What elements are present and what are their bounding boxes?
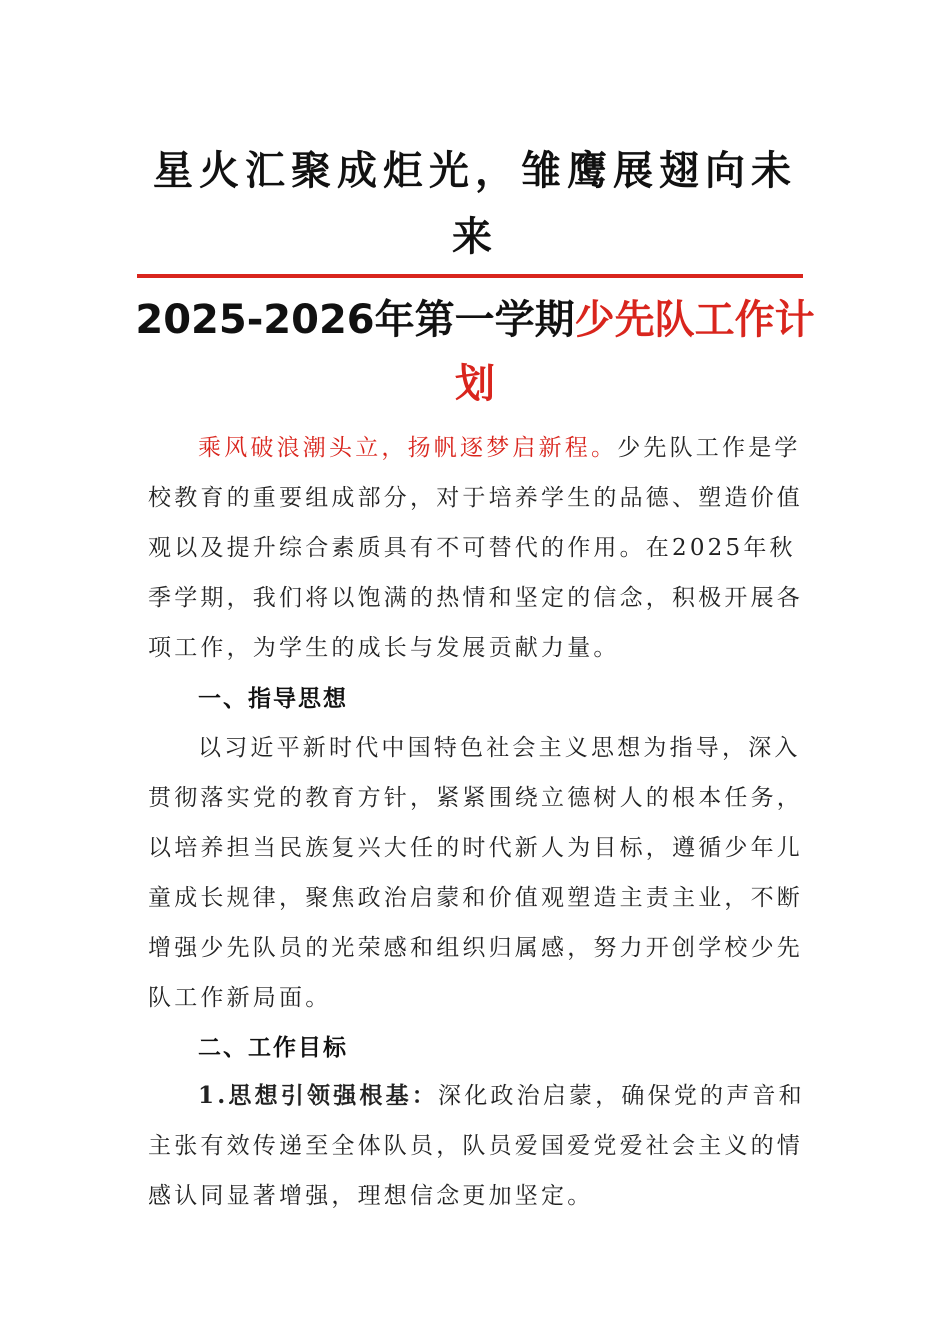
intro-lead: 乘风破浪潮头立，扬帆逐梦启新程。 [198,435,618,461]
intro-text: 少先队工作是学校教育的重要组成部分，对于培养学生的品德、塑造价值观以及提升综合素质具有不可替代的作用。在2025年秋季学期，我们将以饱满的热情和坚定的信念，积极开展各项工作，为学生的成长与发展贡献力量。 [148,435,803,661]
subtitle-term: 2025-2026年第一学期 [135,297,575,343]
goal-item-1-label: 1.思想引领强根基： [198,1082,439,1109]
goal-item-1 [148,1071,808,1221]
section-heading-work-goals: 二、工作目标 [198,1035,348,1061]
section-heading-guiding-ideology: 一、指导思想 [198,686,348,712]
guiding-ideology-paragraph: 以习近平新时代中国特色社会主义思想为指导，深入贯彻落实党的教育方针，紧紧围绕立德树人的根本任务，以培养担当民族复兴大任的时代新人为目标，遵循少年儿童成长规律，聚焦政治启蒙和价值观塑造主责主业，不断增强少先队员的光荣感和组织归属感，努力开创学校少先队工作新局面。 [148,735,803,1011]
document-subtitle [120,288,830,416]
red-divider [137,274,803,278]
intro-paragraph [148,423,808,673]
goal-item-1-text: 深化政治启蒙，确保党的声音和主张有效传递至全体队员，队员爱国爱党爱社会主义的情感认同显著增强，理想信念更加坚定。 [148,1083,805,1209]
subtitle-topic: 少先队工作计划 [455,297,815,407]
document-title: 星火汇聚成炬光，雏鹰展翅向未来 [153,147,797,260]
